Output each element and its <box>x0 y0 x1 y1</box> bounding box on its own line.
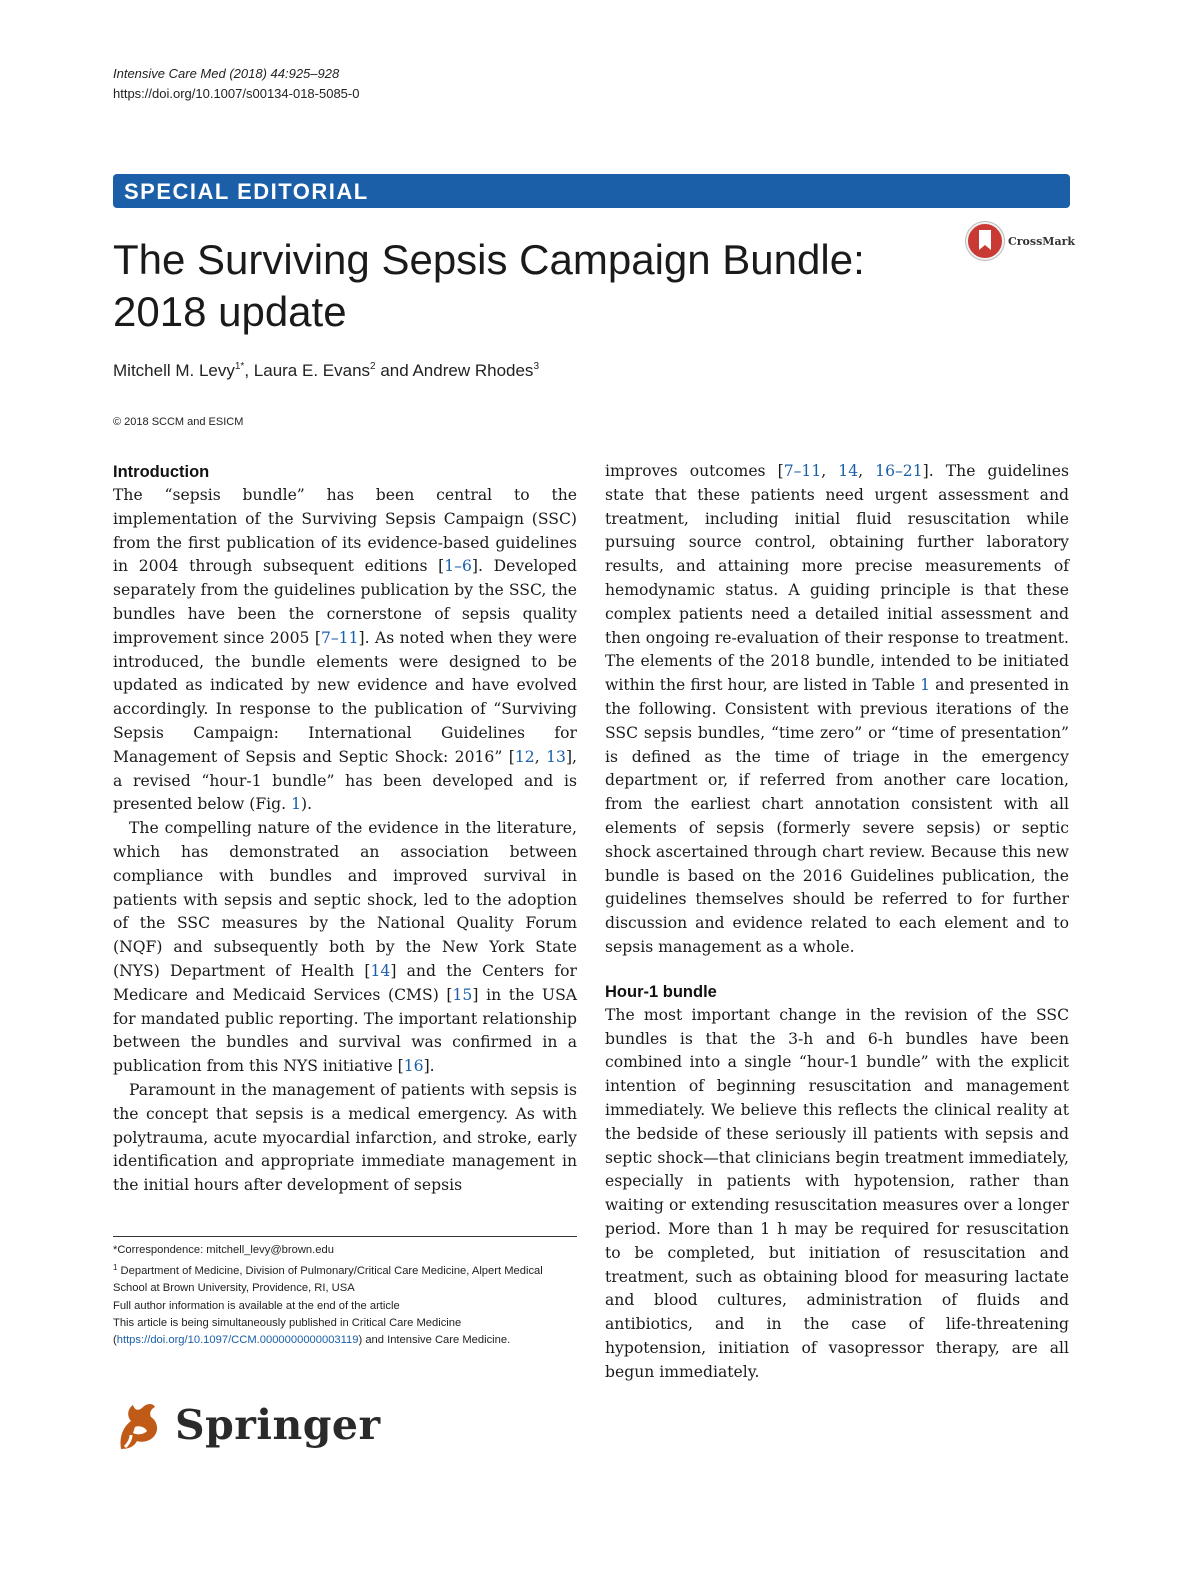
springer-horse-icon <box>113 1397 163 1453</box>
author-separator: , <box>244 361 254 380</box>
title-line-2: 2018 update <box>113 288 347 335</box>
publisher-name: Springer <box>175 1401 381 1449</box>
citation-link[interactable]: 13 <box>546 747 566 766</box>
author-affiliation: 3 <box>533 361 539 372</box>
footnotes <box>113 1242 577 1349</box>
title-line-1: The Surviving Sepsis Campaign Bundle: <box>113 236 865 283</box>
journal-citation: Intensive Care Med (2018) 44:925–928 <box>113 66 340 81</box>
correspondence-note[interactable]: *Correspondence: mitchell_levy@brown.edu <box>113 1244 334 1256</box>
body-paragraph: The “sepsis bundle” has been central to the implementation of the Surviving Sepsis Campaign (SSC) from the first publication of its evidence-based guidelines in 2004 through subsequent editions [1–6]. Developed separately from the guidelines publication by the SSC, the bundles have been the cornerstone of sepsis quality improvement since 2005 [7–11]. As noted when they were introduced, the bundle elements were designed to be updated as indicated by new evidence and have evolved accordingly. In response to the publication of “Surviving Sepsis Campaign: International Guidelines for Management of Sepsis and Septic Shock: 2016” [12, 13], a revised “hour-1 bundle” has been developed and is presented below (Fig. 1). <box>113 486 578 814</box>
publisher-logo <box>113 1397 381 1453</box>
crossmark-icon <box>966 222 1004 260</box>
author-separator: and <box>375 361 413 380</box>
crossmark-label: CrossMark <box>1008 234 1075 248</box>
section-heading-introduction: Introduction <box>113 463 210 481</box>
body-paragraph: The most important change in the revision of the SSC bundles is that the 3-h and 6-h bundles have been combined into a single “hour-1 bundle” with the explicit intention of beginning resuscitation and management immediately. We believe this reflects the clinical reality at the bedside of these seriously ill patients with sepsis and septic shock—that clinicians begin treatment immediately, especially in patients with hypotension, rather than waiting or extending resuscitation measures over a longer period. More than 1 h may be required for resuscitation to be completed, but initiation of resuscitation and treatment, such as obtaining blood for measuring lactate and blood cultures, administration of fluids and antibiotics, and in the case of life-threatening hypotension, initiation of vasopressor therapy, are all begun immediately. <box>605 1005 1069 1381</box>
section-heading-hour-1-bundle: Hour-1 bundle <box>605 982 717 1001</box>
author-list <box>113 354 539 384</box>
footnote-divider <box>113 1236 577 1237</box>
left-column <box>113 460 577 1198</box>
table-link[interactable]: 1 <box>920 676 931 695</box>
right-column <box>605 460 1069 1384</box>
citation-link[interactable]: 1–6 <box>444 557 472 576</box>
body-paragraph: improves outcomes [7–11, 14, 16–21]. The guidelines state that these patients need urgent assessment and treatment, including initial fluid resuscitation while pursuing source control, obtaining further laboratory results, and attaining more precise measurements of hemodynamic status. A guiding principle is that these complex patients need a detailed initial assessment and then ongoing re-evaluation of their response to treatment. The elements of the 2018 bundle, intended to be initiated within the first hour, are listed in Table 1 and presented in the following. Consistent with previous iterations of the SSC sepsis bundles, “time zero” or “time of presentation” is defined as the time of triage in the emergency department or, if referred from another care location, from the earliest chart annotation consistent with all elements of sepsis (formerly severe sepsis) or septic shock ascertained through chart review. Because this new bundle is based on the 2016 Guidelines publication, the guidelines themselves should be referred to for further discussion and evidence related to each element and to sepsis management as a whole. <box>605 462 1070 956</box>
body-paragraph: Paramount in the management of patients with sepsis is the concept that sepsis is a medical emergency. As with polytrauma, acute myocardial infarction, and stroke, early identification and appropriate immediate management in the initial hours after development of sepsis <box>113 1080 577 1195</box>
citation-link[interactable]: 16–21 <box>875 462 923 480</box>
author-name[interactable]: Laura E. Evans <box>253 361 371 380</box>
simultaneous-publication-note: This article is being simultaneously published in Critical Care Medicine (https://doi.org/10.1097/CCM.0000000000003119) and Intensive Care Medicine. <box>113 1316 511 1347</box>
author-name[interactable]: Mitchell M. Levy <box>113 361 235 380</box>
ccm-doi-link[interactable]: https://doi.org/10.1097/CCM.0000000000003119 <box>116 1334 359 1347</box>
copyright-notice: © 2018 SCCM and ESICM <box>113 416 244 428</box>
citation-link[interactable]: 7–11 <box>320 628 359 647</box>
body-paragraph: The compelling nature of the evidence in the literature, which has demonstrated an association between compliance with bundles and improved survival in patients with sepsis and septic shock, led to the adoption of the SSC measures by the National Quality Forum (NQF) and subsequently both by the New York State (NYS) Department of Health [14] and the Centers for Medicare and Medicaid Services (CMS) [15] in the USA for mandated public reporting. The important relationship between the bundles and survival was confirmed in a publication from this NYS initiative [16]. <box>113 819 578 1076</box>
citation-link[interactable]: 14 <box>838 462 859 480</box>
citation-link[interactable]: 15 <box>452 985 473 1004</box>
affiliation-note: $^1$ Department of Medicine, Division of Pulmonary/Critical Care Medicine, Alpert Medical School at Brown University, Providence, RI, USA <box>113 1263 543 1295</box>
article-title <box>113 234 933 338</box>
figure-link[interactable]: 1 <box>291 795 301 814</box>
author-affiliation: 1* <box>234 361 245 372</box>
full-author-note: Full author information is available at the end of the article <box>113 1299 400 1312</box>
citation-link[interactable]: 16 <box>403 1057 424 1076</box>
crossmark-badge[interactable] <box>966 222 1075 260</box>
citation-link[interactable]: 12 <box>514 747 535 766</box>
author-affiliation: 2 <box>370 361 376 372</box>
author-name[interactable]: Andrew Rhodes <box>412 361 534 380</box>
citation-link[interactable]: 14 <box>370 961 391 980</box>
citation-link[interactable]: 7–11 <box>783 462 822 480</box>
article-type-label: SPECIAL EDITORIAL <box>124 179 369 204</box>
doi-link[interactable]: https://doi.org/10.1007/s00134-018-5085-0 <box>113 86 360 101</box>
